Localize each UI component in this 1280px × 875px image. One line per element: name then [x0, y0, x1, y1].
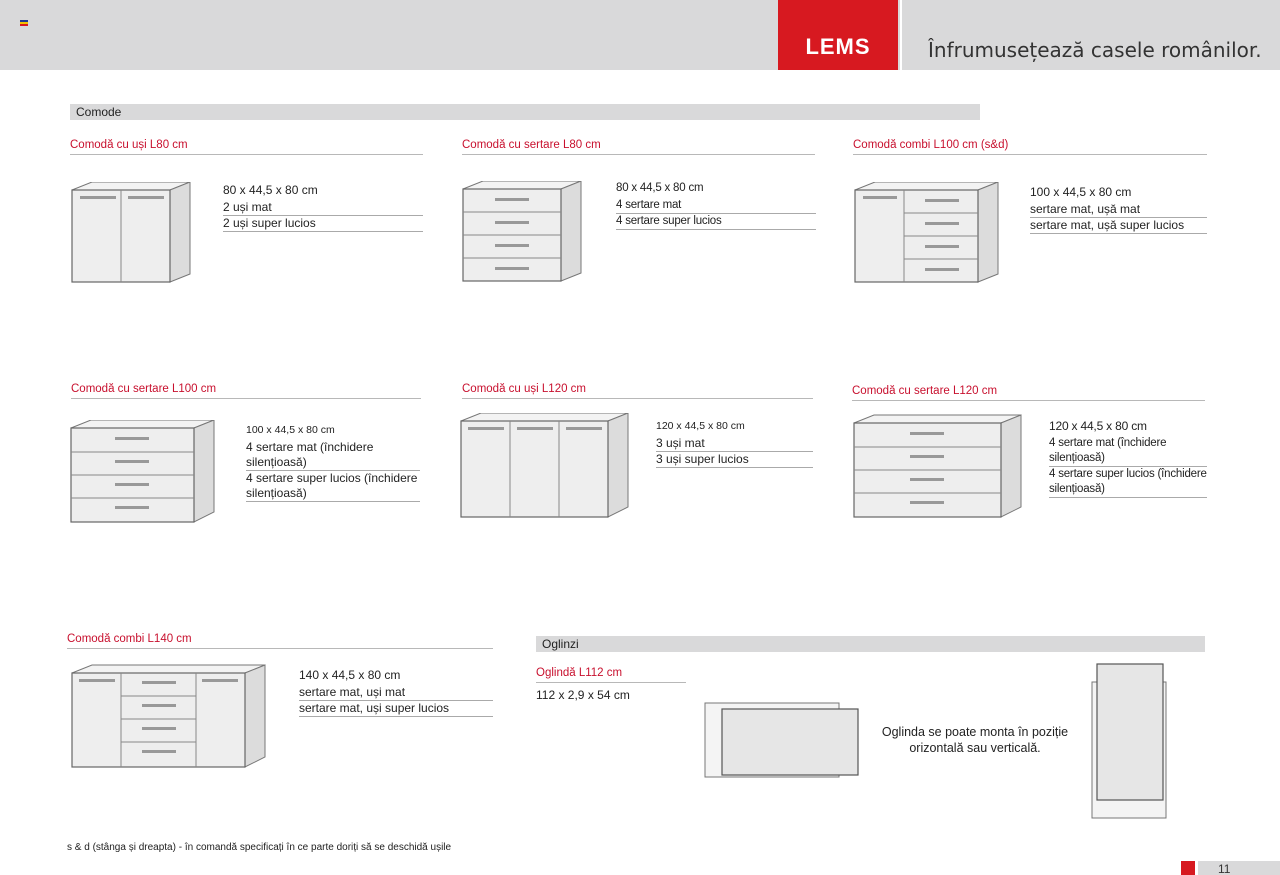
- product-dimensions: 100 x 44,5 x 80 cm: [246, 424, 335, 436]
- product-option: 2 uși super lucios: [223, 216, 423, 232]
- product-spec: [246, 423, 420, 502]
- product-title: Comodă cu sertare L80 cm: [462, 139, 601, 151]
- product-option: 4 sertare mat (închidere silențioasă): [1049, 436, 1207, 467]
- product-option: 4 sertare mat: [616, 198, 816, 214]
- page-marker: [1181, 861, 1195, 875]
- product-option: sertare mat, uși super lucios: [299, 701, 493, 717]
- header-divider: [900, 0, 902, 70]
- section-comode: Comode: [70, 104, 980, 120]
- mirror-dimensions: 112 x 2,9 x 54 cm: [536, 688, 630, 702]
- page-header: [0, 0, 1280, 70]
- title-underline: [852, 400, 1205, 401]
- mirror-title: Oglindă L112 cm: [536, 667, 623, 679]
- product-title: Comodă cu sertare L120 cm: [852, 385, 998, 397]
- mirror-horizontal-icon: [704, 702, 860, 780]
- title-underline: [462, 398, 813, 399]
- title-underline: [853, 154, 1207, 155]
- product-spec: [1049, 419, 1207, 498]
- title-underline: [70, 154, 423, 155]
- title-underline: [67, 648, 493, 649]
- title-underline: [536, 682, 686, 683]
- flag-icon: [20, 20, 28, 26]
- product-spec: [223, 183, 423, 232]
- product-option: 4 sertare mat (închidere silențioasă): [246, 440, 420, 471]
- product-title: Comodă combi L100 cm (s&d): [853, 139, 1009, 151]
- product-option: 4 sertare super lucios (închidere silențioasă): [246, 471, 420, 502]
- mirror-note: Oglinda se poate monta în poziție orizontală sau verticală.: [881, 725, 1069, 755]
- product-spec: [656, 419, 813, 468]
- product-spec: [616, 181, 816, 230]
- dresser-4-drawers-icon: [461, 181, 586, 287]
- product-title: Comodă cu uși L120 cm: [462, 383, 587, 395]
- product-dimensions: 100 x 44,5 x 80 cm: [1030, 185, 1132, 199]
- dresser-4-drawers-wide-icon: [852, 413, 1027, 521]
- product-title: Comodă cu uși L80 cm: [70, 139, 188, 151]
- title-underline: [462, 154, 815, 155]
- dresser-combi-wide-icon: [70, 663, 270, 771]
- product-option: 2 uși mat: [223, 200, 423, 216]
- mirror-vertical-icon: [1091, 662, 1171, 820]
- product-spec: [1030, 185, 1207, 234]
- product-dimensions: 80 x 44,5 x 80 cm: [223, 183, 318, 197]
- product-option: sertare mat, ușă super lucios: [1030, 218, 1207, 234]
- brand-logo-text: LEMS: [805, 34, 871, 59]
- product-option: 3 uși mat: [656, 436, 813, 452]
- product-dimensions: 140 x 44,5 x 80 cm: [299, 668, 401, 682]
- product-option: sertare mat, uși mat: [299, 685, 493, 701]
- brand-logo: [778, 0, 898, 70]
- product-title: Comodă cu sertare L100 cm: [71, 383, 217, 395]
- product-option: 4 sertare super lucios: [616, 214, 816, 230]
- product-option: sertare mat, ușă mat: [1030, 202, 1207, 218]
- product-spec: [299, 668, 493, 717]
- page-number: 11: [1198, 861, 1280, 875]
- mirror-spec: [536, 688, 686, 705]
- product-dimensions: 120 x 44,5 x 80 cm: [1049, 419, 1147, 433]
- product-option: 3 uși super lucios: [656, 452, 813, 468]
- footnote: s & d (stânga și dreapta) - în comandă specificați în ce parte doriți să se deschidă ușile: [67, 842, 452, 853]
- dresser-combi-icon: [853, 182, 1003, 288]
- product-title: Comodă combi L140 cm: [67, 633, 192, 645]
- dresser-2-doors-icon: [70, 182, 195, 288]
- dresser-3-doors-icon: [459, 413, 634, 519]
- section-oglinzi: Oglinzi: [536, 636, 1205, 652]
- dresser-4-drawers-wide-icon: [69, 420, 219, 526]
- product-option: 4 sertare super lucios (închidere silențioasă): [1049, 467, 1207, 498]
- product-dimensions: 80 x 44,5 x 80 cm: [616, 182, 704, 194]
- title-underline: [71, 398, 421, 399]
- slogan: Înfrumusețează casele românilor.: [928, 38, 1262, 62]
- product-dimensions: 120 x 44,5 x 80 cm: [656, 420, 745, 432]
